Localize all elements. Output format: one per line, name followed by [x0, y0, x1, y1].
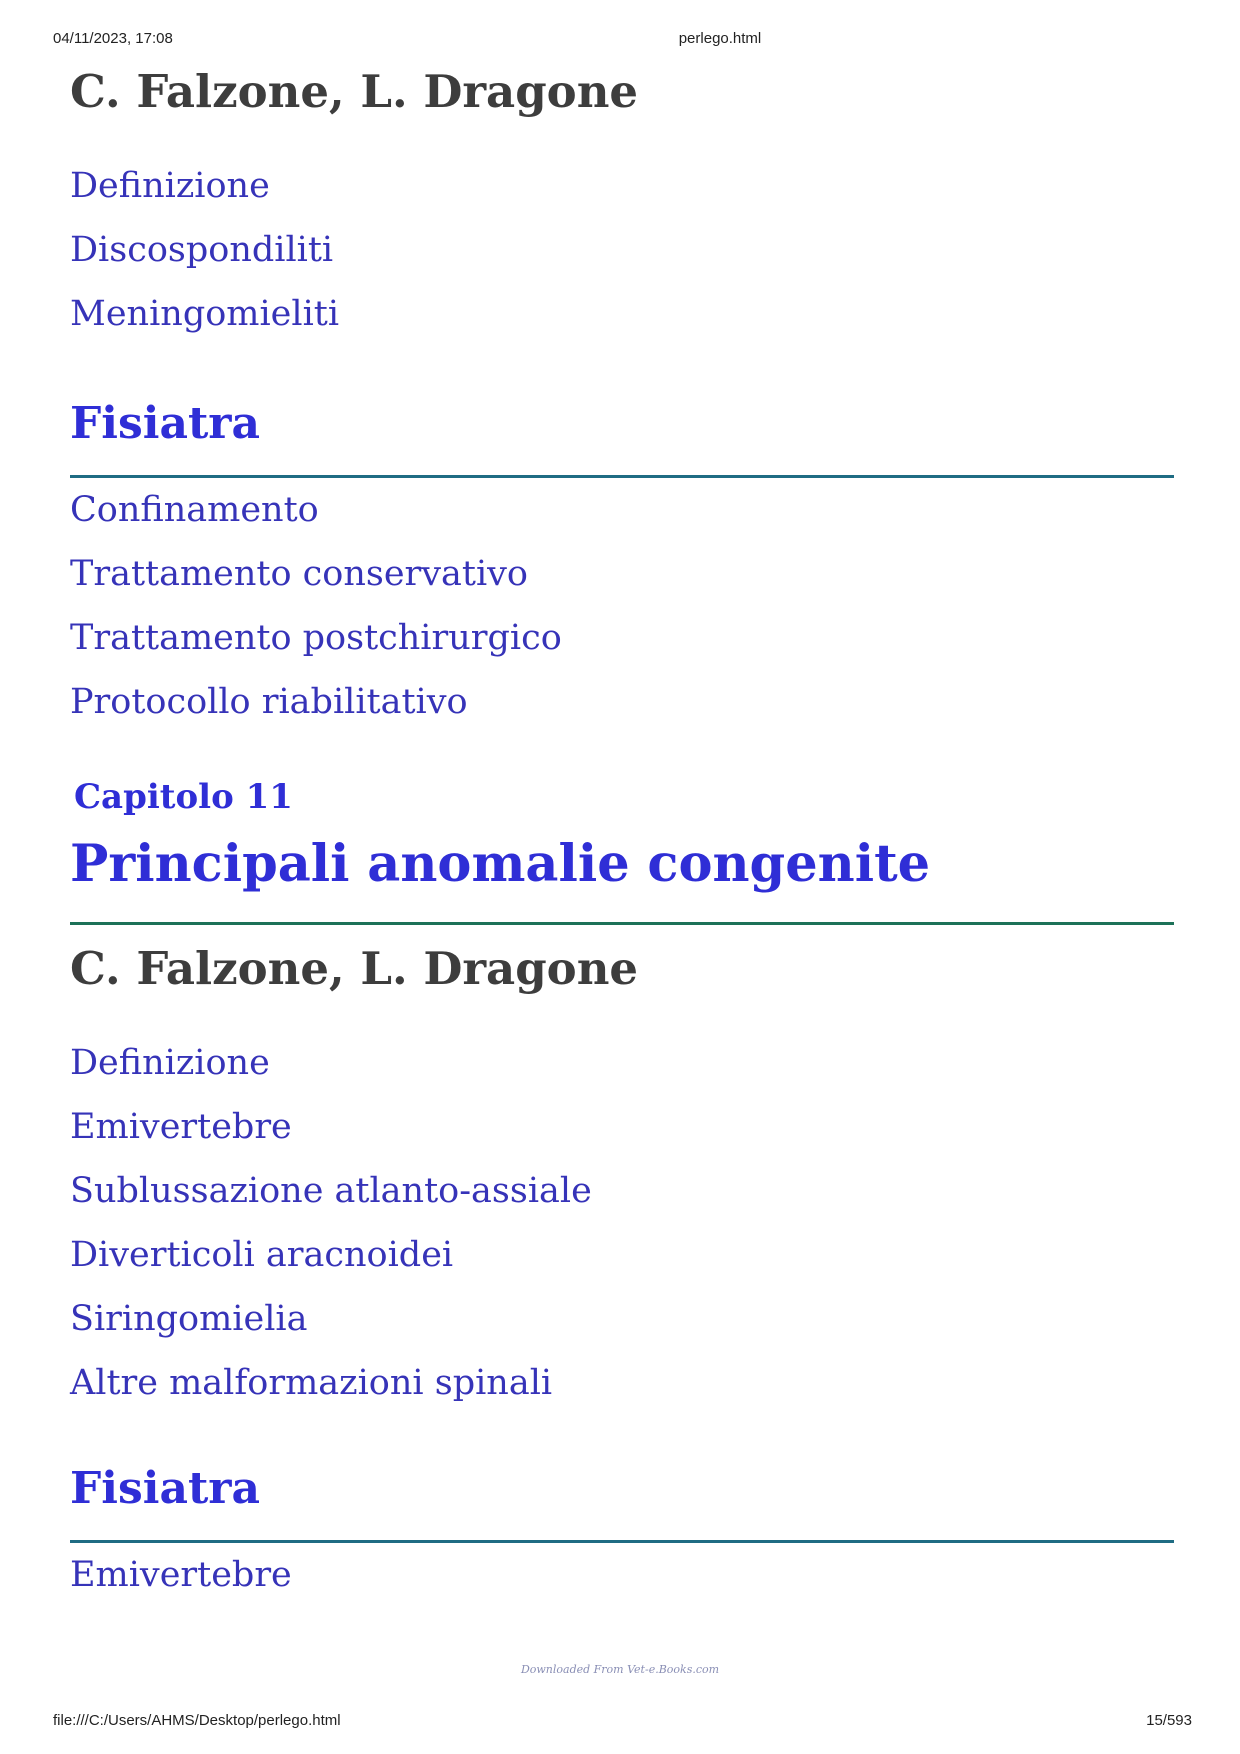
toc-list [70, 478, 1174, 734]
chapter-title[interactable]: Principali anomalie congenite [70, 834, 931, 894]
toc-link[interactable]: Siringomielia [70, 1299, 308, 1339]
download-watermark: Downloaded From Vet-e.Books.com [520, 1663, 720, 1676]
toc-link[interactable]: Emivertebre [70, 1107, 292, 1147]
section-title[interactable]: Fisiatra [70, 1463, 260, 1514]
file-path: file:///C:/Users/AHMS/Desktop/perlego.html [53, 1712, 341, 1729]
toc-link[interactable]: Emivertebre [70, 1555, 292, 1595]
print-page-title: perlego.html [678, 30, 762, 47]
toc-link[interactable]: Sublussazione atlanto-assiale [70, 1171, 592, 1211]
section-title[interactable]: Fisiatra [70, 398, 260, 449]
toc-list [70, 154, 1174, 346]
toc-list [70, 1031, 1174, 1415]
toc-link[interactable]: Trattamento conservativo [70, 554, 529, 594]
toc-link[interactable]: Meningomieliti [70, 294, 340, 334]
document-content [70, 62, 1174, 1607]
chapter-authors: C. Falzone, L. Dragone [70, 942, 639, 995]
print-datetime: 04/11/2023, 17:08 [53, 30, 173, 47]
toc-link[interactable]: Altre malformazioni spinali [70, 1363, 553, 1403]
toc-link[interactable]: Discospondiliti [70, 230, 334, 270]
toc-list [70, 1543, 1174, 1607]
toc-link[interactable]: Diverticoli aracnoidei [70, 1235, 454, 1275]
toc-link[interactable]: Definizione [70, 1043, 270, 1083]
page-counter: 15/593 [1146, 1712, 1192, 1729]
toc-link[interactable]: Definizione [70, 166, 270, 206]
toc-link[interactable]: Trattamento postchirurgico [70, 618, 562, 658]
chapter-authors: C. Falzone, L. Dragone [70, 65, 639, 118]
toc-link[interactable]: Protocollo riabilitativo [70, 682, 468, 722]
chapter-label: Capitolo 11 [74, 777, 293, 817]
toc-link[interactable]: Confinamento [70, 490, 319, 530]
